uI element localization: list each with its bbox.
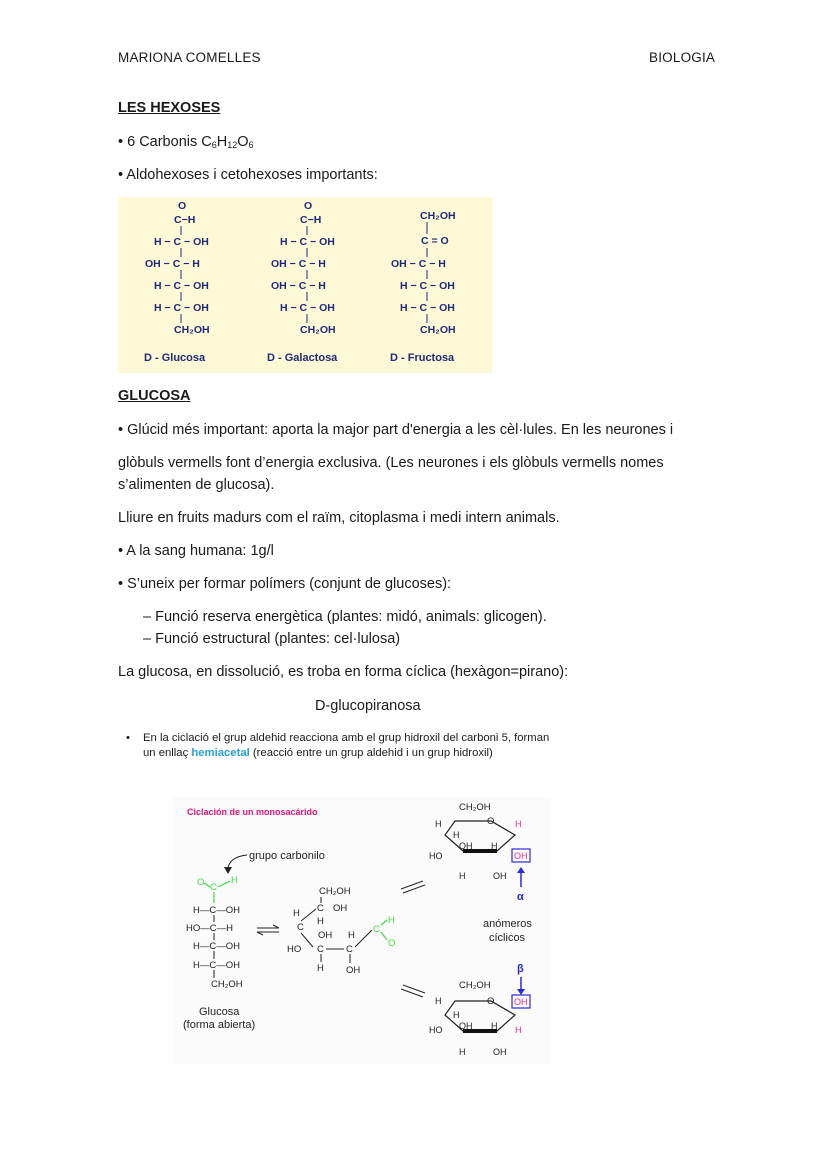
fructose-row-5: H − C − OH bbox=[400, 302, 455, 314]
formula-o: O bbox=[237, 134, 249, 150]
mid-c5: C bbox=[317, 903, 324, 914]
note-text bbox=[143, 731, 549, 761]
mid-ho: HO bbox=[287, 944, 302, 955]
beta-oh-bottom: OH bbox=[493, 1047, 507, 1057]
anomers-label-1: anómeros bbox=[483, 918, 532, 930]
glucose-row-5: H − C − OH bbox=[154, 302, 209, 314]
formula-h: H bbox=[216, 134, 228, 150]
formula-o-sub: 6 bbox=[248, 140, 254, 150]
alpha-oh-anomeric: OH bbox=[514, 851, 528, 861]
equilibrium-arrow-alpha bbox=[401, 881, 425, 893]
beta-h-c2: H bbox=[491, 1021, 498, 1031]
mid-h-bottom: H bbox=[317, 963, 324, 974]
hexoses-fischer-diagram bbox=[118, 197, 492, 373]
carbonyl-label: grupo carbonilo bbox=[249, 850, 325, 862]
glucose-row-2: H − C − OH bbox=[154, 236, 209, 248]
beta-oh-c3: OH bbox=[459, 1021, 473, 1031]
note-line-1: En la ciclació el grup aldehid reacciona amb el grup hidroxil del carboni 5, forman bbox=[143, 732, 550, 744]
alpha-anomer-ring bbox=[429, 802, 530, 903]
beta-ho: HO bbox=[429, 1025, 443, 1035]
note-line-2-post: (reacció entre un grup aldehid i un grup hidroxil) bbox=[249, 747, 493, 759]
mid-oh-bottom: OH bbox=[346, 965, 361, 976]
open-carbonyl-o: O bbox=[197, 877, 205, 888]
galactose-aldehyde-o: O bbox=[304, 200, 313, 212]
mid-aldehyde-h: H bbox=[388, 915, 395, 926]
mid-h-top: H bbox=[293, 908, 300, 919]
glucose-row-4: H − C − OH bbox=[154, 280, 209, 292]
glucosa-sub-structural: – Funció estructural (plantes: cel·lulosa) bbox=[143, 631, 401, 647]
fructose-ch2oh-bottom: CH₂OH bbox=[420, 324, 456, 336]
alpha-ring-o: O bbox=[487, 816, 495, 827]
alpha-h-c5: H bbox=[453, 830, 460, 840]
cyclization-diagram bbox=[173, 797, 551, 1064]
mid-aldehyde-o: O bbox=[388, 938, 396, 949]
equilibrium-arrow-1 bbox=[257, 925, 279, 935]
beta-h-bottom: H bbox=[459, 1047, 466, 1057]
glucose-aldehyde-o: O bbox=[178, 200, 187, 212]
hemiacetal-highlight: hemiacetal bbox=[191, 747, 250, 759]
cyclization-title: Ciclación de un monosacárido bbox=[187, 807, 318, 817]
galactose-aldehyde-ch: C−H bbox=[300, 214, 322, 226]
glucosa-paragraph-3: s’alimenten de glucosa). bbox=[118, 477, 275, 493]
mid-aldehyde-c: C bbox=[373, 924, 380, 935]
note-bullet: • bbox=[126, 732, 130, 744]
beta-ch2oh: CH₂OH bbox=[459, 980, 491, 991]
beta-h-c4: H bbox=[435, 996, 442, 1006]
formula-c-sub: 6 bbox=[211, 140, 217, 150]
open-ch2oh: CH₂OH bbox=[211, 979, 243, 990]
mid-oh-c3: OH bbox=[318, 930, 333, 941]
glucosa-bullet-polymers: • S’uneix per formar polímers (conjunt de glucoses): bbox=[118, 576, 452, 592]
fructose-row-3: OH − C − H bbox=[391, 258, 446, 270]
beta-label: β bbox=[517, 963, 524, 975]
anomers-label-2: cíclicos bbox=[489, 932, 526, 944]
header-author: MARIONA COMELLES bbox=[118, 50, 261, 65]
alpha-ch2oh: CH₂OH bbox=[459, 802, 491, 813]
galactose-row-5: H − C − OH bbox=[280, 302, 335, 314]
label-d-glucosa: D - Glucosa bbox=[144, 352, 206, 364]
alpha-oh-bottom: OH bbox=[493, 871, 507, 881]
open-row-2: H—C—OH bbox=[193, 905, 240, 916]
mid-h-c2: H bbox=[348, 930, 355, 941]
open-form-label-1: Glucosa bbox=[199, 1006, 240, 1018]
galactose-row-3: OH − C − H bbox=[271, 258, 326, 270]
beta-h-anomeric: H bbox=[515, 1025, 522, 1035]
mid-h-c5: H bbox=[317, 916, 324, 927]
glucose-ch2oh: CH₂OH bbox=[174, 324, 210, 336]
galactose-row-2: H − C − OH bbox=[280, 236, 335, 248]
glucosa-paragraph-1: • Glúcid més important: aporta la major part d'energia a les cèl·lules. En les neurones i bbox=[118, 422, 674, 438]
section-title-glucosa: GLUCOSA bbox=[118, 388, 191, 404]
note-line-2 bbox=[143, 746, 549, 761]
mid-oh-c5: OH bbox=[333, 903, 348, 914]
cyclization-figure bbox=[173, 797, 551, 1064]
open-carbonyl-c: C bbox=[210, 882, 217, 893]
alpha-h-c2: H bbox=[491, 841, 498, 851]
mid-c4: C bbox=[297, 922, 304, 933]
alpha-ho: HO bbox=[429, 851, 443, 861]
glucose-aldehyde-ch: C−H bbox=[174, 214, 196, 226]
alpha-h-bottom: H bbox=[459, 871, 466, 881]
fructose-ketone: C = O bbox=[421, 235, 449, 247]
beta-anomer-ring bbox=[429, 963, 530, 1057]
fructose-ch2oh-top: CH₂OH bbox=[420, 210, 456, 222]
galactose-ch2oh: CH₂OH bbox=[300, 324, 336, 336]
glucosa-sub-reserve: – Funció reserva energètica (plantes: midó, animals: glicogen). bbox=[143, 609, 547, 625]
galactose-row-4: OH − C − H bbox=[271, 280, 326, 292]
section-title-hexoses: LES HEXOSES bbox=[118, 100, 221, 116]
alpha-label: α bbox=[517, 891, 524, 903]
glucosa-cyclic-form: La glucosa, en dissolució, es troba en forma cíclica (hexàgon=pirano): bbox=[118, 664, 569, 680]
open-carbonyl-h: H bbox=[231, 875, 238, 886]
note-line-2-pre: un enllaç bbox=[143, 747, 192, 759]
mid-c2: C bbox=[346, 944, 353, 955]
glucosa-paragraph-2: glòbuls vermells font d’energia exclusiva. (Les neurones i els glòbuls vermells nomes bbox=[118, 455, 664, 471]
open-row-3: HO—C—H bbox=[186, 923, 233, 934]
alpha-oh-c3: OH bbox=[459, 841, 473, 851]
carbonyl-arrow bbox=[228, 855, 247, 869]
equilibrium-arrow-beta bbox=[401, 985, 425, 997]
formula-h-sub: 12 bbox=[227, 140, 238, 150]
label-d-galactosa: D - Galactosa bbox=[267, 352, 338, 364]
beta-oh-anomeric: OH bbox=[514, 997, 528, 1007]
open-row-4: H—C—OH bbox=[193, 941, 240, 952]
hexoses-figure bbox=[118, 197, 492, 373]
alpha-h-c4: H bbox=[435, 819, 442, 829]
open-carbonyl-bonds bbox=[204, 881, 230, 903]
glucosa-bullet-blood: • A la sang humana: 1g/l bbox=[118, 543, 274, 559]
mid-ch2oh: CH₂OH bbox=[319, 886, 351, 897]
carbonyl-arrowhead bbox=[224, 867, 232, 874]
open-row-5: H—C—OH bbox=[193, 960, 240, 971]
beta-ring-o: O bbox=[487, 996, 495, 1007]
d-glucopiranosa-label: D-glucopiranosa bbox=[315, 698, 421, 714]
bullet-important-hexoses: • Aldohexoses i cetohexoses importants: bbox=[118, 167, 378, 183]
mid-aldehyde-bonds bbox=[381, 920, 387, 940]
beta-h-c5: H bbox=[453, 1010, 460, 1020]
glucosa-paragraph-4: Lliure en fruits madurs com el raïm, citoplasma i medi intern animals. bbox=[118, 510, 560, 526]
header-subject: BIOLOGIA bbox=[649, 50, 716, 65]
mid-c3: C bbox=[317, 944, 324, 955]
open-form-label-2: (forma abierta) bbox=[183, 1019, 256, 1031]
glucose-row-3: OH − C − H bbox=[145, 258, 200, 270]
label-d-fructosa: D - Fructosa bbox=[390, 352, 455, 364]
fructose-row-4: H − C − OH bbox=[400, 280, 455, 292]
alpha-h-anomeric: H bbox=[515, 819, 522, 829]
bullet-carbons bbox=[118, 134, 254, 150]
bullet-carbons-text: • 6 Carbonis C bbox=[118, 134, 212, 150]
